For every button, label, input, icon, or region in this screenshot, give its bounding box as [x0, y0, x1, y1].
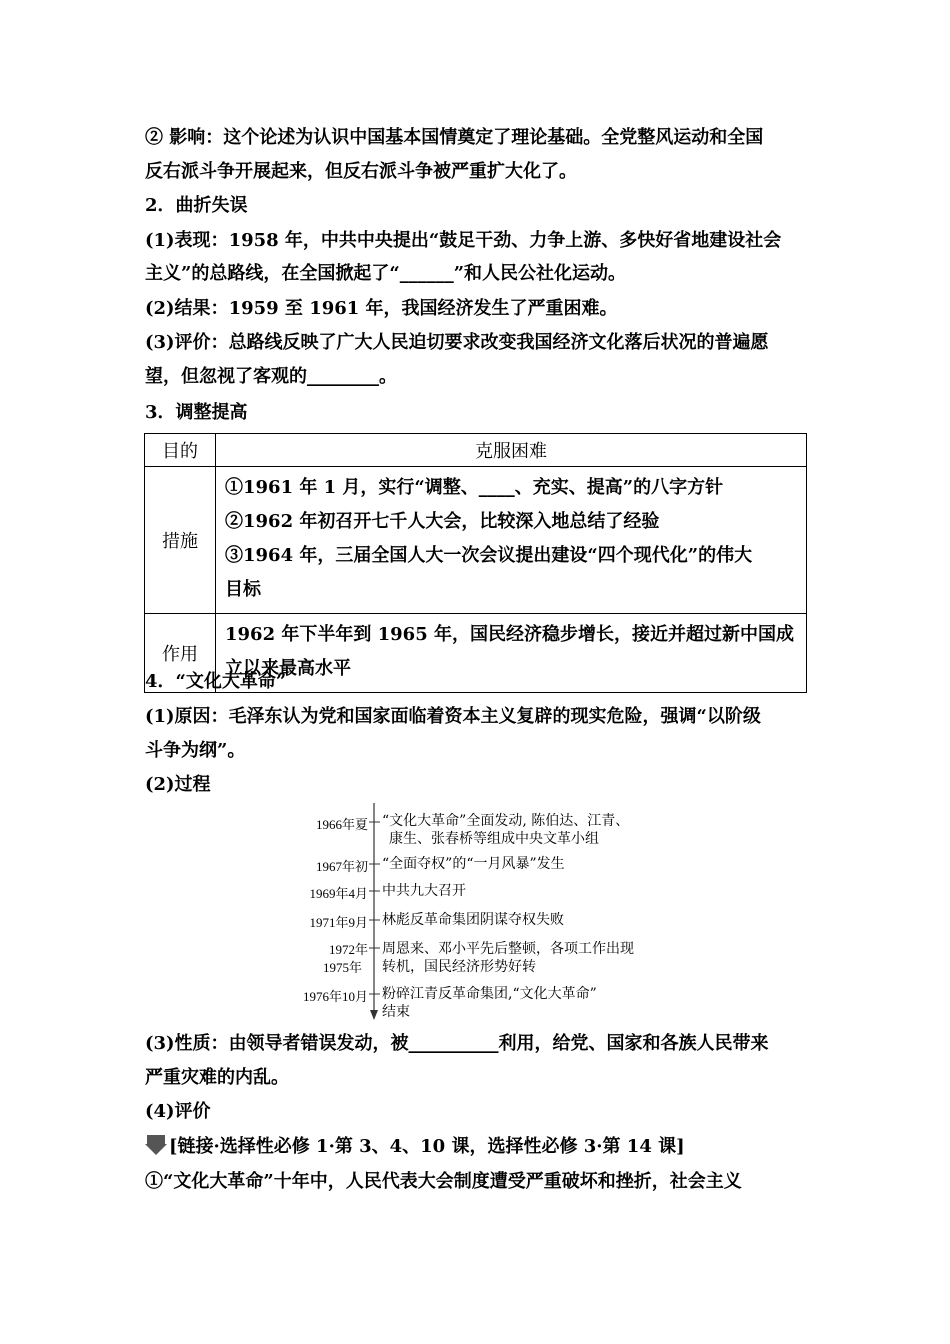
- text: 1959 至 1961 年，我国经济发生了严重困难。: [228, 298, 618, 319]
- section-4-p4-label: (4)评价: [145, 1101, 211, 1122]
- influence-line-2: 反右派斗争开展起来，但反右派斗争被严重扩大化了。: [145, 161, 577, 182]
- section-4-p3-line-1: [145, 1032, 810, 1056]
- timeline-arrow-icon: [370, 1010, 378, 1020]
- section-2-p2: [145, 297, 810, 321]
- measure-item: ③1964 年，三届全国人大一次会议提出建设“四个现代化”的伟大: [225, 545, 753, 566]
- timeline-text: 粉碎江青反革命集团,“文化大革命”: [382, 986, 597, 1002]
- down-arrow-icon: [145, 1134, 167, 1156]
- timeline-text: 康生、张春桥等组成中央文革小组: [389, 831, 599, 847]
- text: 由领导者错误发动，被__________利用，给党、国家和各族人民带来: [228, 1033, 769, 1054]
- section-4-p3-line-2: 严重灾难的内乱。: [145, 1067, 289, 1088]
- timeline-text: 周恩来、邓小平先后整顿，各项工作出现: [382, 941, 634, 957]
- table-row: [145, 434, 807, 467]
- section-4-p1-line-2: 斗争为纲”。: [145, 740, 246, 761]
- timeline-text: 林彪反革命集团阴谋夺权失败: [382, 912, 564, 928]
- influence-line-1: ② 影响：这个论述为认识中国基本国情奠定了理论基础。全党整风运动和全国: [145, 127, 764, 148]
- section-2-p3-line-2: 望，但忽视了客观的________。: [145, 366, 397, 387]
- section-2-p1-line-2: 主义”的总路线，在全国掀起了“______”和人民公社化运动。: [145, 263, 627, 284]
- timeline-text: “全面夺权”的“一月风暴”发生: [382, 856, 565, 872]
- section-4-p1-line-1: [145, 705, 810, 729]
- purpose-label: 目的: [145, 434, 216, 467]
- measures-cell: [216, 467, 807, 614]
- section-4-p2-label: (2)过程: [145, 774, 211, 795]
- label: (3)性质：: [145, 1033, 229, 1054]
- adjustment-table: [144, 433, 807, 693]
- text: 毛泽东认为党和国家面临着资本主义复辟的现实危险，强调“以阶级: [228, 706, 761, 727]
- timeline-year: 1971年9月: [309, 915, 368, 930]
- section-2-p1-line-1: [145, 229, 810, 253]
- timeline-figure: [296, 800, 676, 1022]
- effect-label: 作用: [145, 614, 216, 693]
- section-3-heading: 3．调整提高: [145, 402, 248, 423]
- timeline-text: 中共九大召开: [382, 883, 466, 899]
- text: 1958 年，中共中央提出“鼓足干劲、力争上游、多快好省地建设社会: [228, 230, 782, 251]
- timeline-year: 1976年10月: [302, 989, 368, 1004]
- measures-label: 措施: [145, 467, 216, 614]
- label: (1)原因：: [145, 706, 229, 727]
- timeline-text: 结束: [382, 1004, 410, 1020]
- measure-item: 目标: [225, 579, 261, 600]
- text: 总路线反映了广大人民迫切要求改变我国经济文化落后状况的普遍愿: [228, 332, 769, 353]
- label: (1)表现：: [145, 230, 229, 251]
- timeline-year: 1966年夏: [315, 817, 368, 832]
- link-reference: [145, 1134, 685, 1159]
- link-text: [链接·选择性必修 1·第 3、4、10 课，选择性必修 3·第 14 课]: [169, 1136, 685, 1157]
- label: (3)评价：: [145, 332, 229, 353]
- measure-item: ①1961 年 1 月，实行“调整、____、充实、提高”的八字方针: [225, 477, 724, 498]
- label: (2)结果：: [145, 298, 229, 319]
- table-row: [145, 467, 807, 614]
- timeline-year: 1975年: [322, 960, 362, 975]
- timeline-year: 1967年初: [315, 859, 368, 874]
- timeline-year: 1969年4月: [309, 886, 368, 901]
- timeline-text: 转机，国民经济形势好转: [382, 959, 536, 975]
- last-line: ①“文化大革命”十年中，人民代表大会制度遭受严重破坏和挫折，社会主义: [145, 1171, 742, 1192]
- section-2-p3-line-1: [145, 331, 810, 355]
- section-4-heading: 4．“文化大革命”: [145, 671, 287, 692]
- section-2-heading: 2．曲折失误: [145, 195, 248, 216]
- purpose-value: 克服困难: [216, 434, 807, 467]
- effect-line: 1962 年下半年到 1965 年，国民经济稳步增长，接近并超过新中国成: [225, 624, 794, 645]
- measure-item: ②1962 年初召开七千人大会，比较深入地总结了经验: [225, 511, 660, 532]
- effect-line: 立以来最高水平: [225, 658, 351, 679]
- timeline-year: 1972年: [328, 942, 368, 957]
- timeline-text: “文化大革命”全面发动, 陈伯达、江青、: [382, 813, 630, 829]
